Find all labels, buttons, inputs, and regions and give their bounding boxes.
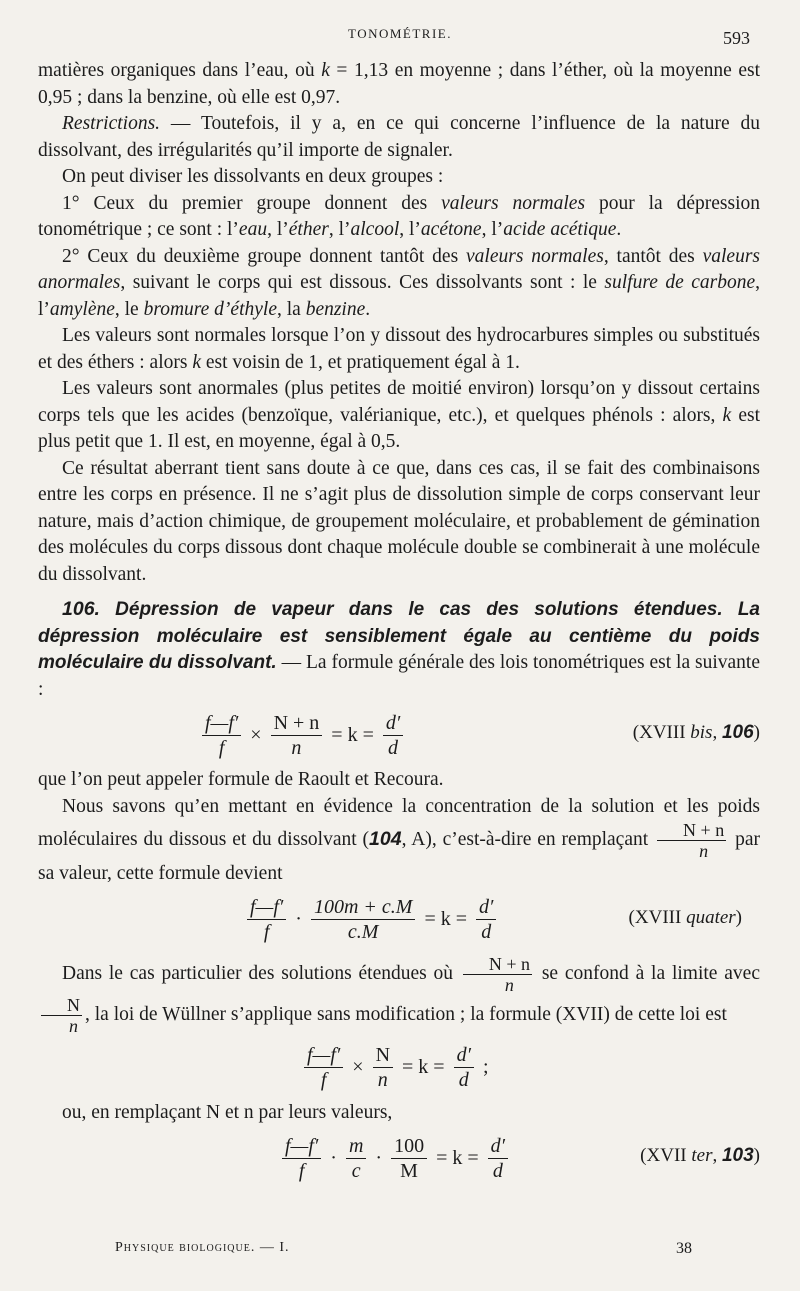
equation-label: (XVIII bis, 106)	[632, 722, 760, 743]
equation-xvii-ter: $\frac{f—f'}{f}$ · $\frac{m}{c}$ · $\frac{100}{M}$ = k = $\frac{d'}{d}$ (XVII ter, 103)	[38, 1130, 760, 1186]
inline-fraction: $\frac{N + n}{n}$	[463, 954, 532, 995]
equation-xviii-bis: $\frac{f—f'}{f}$ × $\frac{N + n}{n}$ = k = $\frac{d'}{d}$ (XVIII bis, 106)	[38, 707, 760, 763]
page-body	[38, 58, 760, 1190]
paragraph-aberrant-result: Ce résultat aberrant tient sans doute à ce que, dans ces cas, il se fait des combinaisons entre les corps en présence. Il ne s’agit plus de dissolution simple de corps conservant leur nature, mais d’action chimique, de groupement moléculaire, et probablement de gémination des molécules du corps dissous dont chaque molécule double se combinerait à une molécule du dissolvant.	[38, 457, 760, 585]
footer-book-title: Physique biologique. — I.	[115, 1240, 290, 1255]
equation-label: (XVII ter, 103)	[640, 1145, 760, 1166]
paragraph-replacing: ou, en remplaçant N et n par leurs valeurs,	[62, 1101, 393, 1123]
paragraph-raoult: que l’on peut appeler formule de Raoult et Recoura.	[38, 769, 444, 790]
equation-xviii-quater: $\frac{f—f'}{f}$ · $\frac{100m + c.M}{c.M}$ = k = $\frac{d'}{d}$ (XVIII quater)	[38, 892, 760, 948]
section-heading: Dépression de vapeur dans le cas des solutions étendues. La dépression moléculaire est sensiblement égale au centième du poids moléculaire du dissolvant.	[38, 599, 760, 673]
equation-label: (XVIII quater)	[628, 906, 742, 928]
paragraph-abnormal-values: Les valeurs sont anormales (plus petites de moitié environ) lorsqu’on y dissout certains corps tels que les acides (benzoïque, valérianique, etc.), et quelques phénols : alors, k est plus petit que 1. Il est, en moyenne, égal à 0,5.	[38, 378, 760, 452]
paragraph-1: matières organiques dans l’eau, où k = 1,13 en moyenne ; dans l’éther, où la moyenne est 0,95 ; dans la benzine, où elle est 0,97.	[38, 60, 760, 108]
section-106: 106. Dépression de vapeur dans le cas des solutions étendues. La dépression moléculaire est sensiblement égale au centième du poids moléculaire du dissolvant. — La formule générale des lois tonométriques est la suivante :	[38, 598, 760, 700]
equation-xvii: $\frac{f—f'}{f}$ × $\frac{N}{n}$ = k = $\frac{d'}{d}$ ;	[38, 1040, 760, 1096]
inline-fraction: $\frac{N + n}{n}$	[657, 820, 726, 861]
paragraph-groups: On peut diviser les dissolvants en deux groupes :	[62, 166, 444, 187]
paragraph-group-2: 2° Ceux du deuxième groupe donnent tantôt des valeurs normales, tantôt des valeurs anormales, suivant le corps qui est dissous. Ces dissolvants sont : le sulfure de carbone, l’amylène, le bromure d’éthyle, la benzine.	[38, 245, 761, 320]
running-head	[0, 26, 800, 46]
page-footer	[0, 1240, 800, 1264]
inline-fraction: $\frac{N}{n}$	[41, 995, 82, 1036]
paragraph-normal-values: Les valeurs sont normales lorsque l’on y dissout des hydrocarbures simples ou substitués et des éthers : alors k est voisin de 1, et pratiquement égal à 1.	[38, 325, 760, 373]
paragraph-dilute-solutions: Dans le cas particulier des solutions étendues où $\frac{N + n}{n}$ se confond à la limite avec $\frac{N}{n}$ , la loi de Wüllner s’applique sans modification ; la formule (XVII) de cette loi est	[38, 954, 760, 1036]
paragraph-group-1: 1° Ceux du premier groupe donnent des valeurs normales pour la dépression tonométrique ; ce sont : l’eau, l’éther, l’alcool, l’acétone, l’acide acétique.	[38, 192, 760, 240]
running-title: TONOMÉTRIE.	[347, 26, 452, 41]
paragraph-substitution: Nous savons qu’en mettant en évidence la concentration de la solution et les poids moléculaires du dissous et du dissolvant (104, A), c’est-à-dire en remplaçant $\frac{N + n}{n}$ par sa valeur, cette formule devient	[38, 795, 760, 884]
page-number: 593	[723, 28, 750, 48]
paragraph-restrictions: Restrictions. — Toutefois, il y a, en ce qui concerne l’influence de la nature du dissolvant, des irrégularités qu’il importe de signaler.	[38, 113, 760, 161]
restrictions-label: Restrictions.	[62, 113, 161, 134]
footer-signature-number: 38	[676, 1240, 692, 1257]
section-number: 106.	[62, 598, 100, 620]
